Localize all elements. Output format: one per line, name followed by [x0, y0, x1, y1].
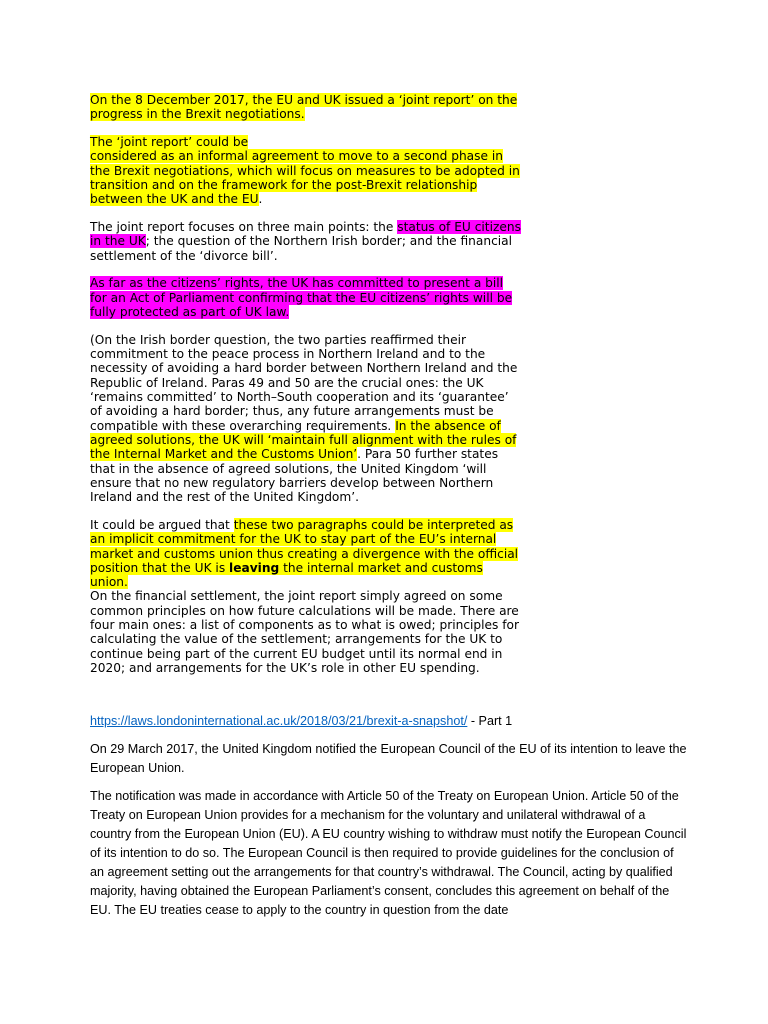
source-link[interactable]: https://laws.londoninternational.ac.uk/2018/03/21/brexit-a-snapshot/ — [90, 714, 468, 728]
highlight-yellow: On the 8 December 2017, the EU and UK issued a ‘joint report’ on the progress in the Brexit negotiations. — [90, 93, 518, 122]
text-run: On the financial settlement, the joint report simply agreed on some common principles on how future calculations will be made. There are four main ones: a list of components as to what is owed; principles for calculating the value of the settlement; arrangements for the UK to continue being part of the current EU budget until its normal end in 2020; and arrangements for the UK’s role in other EU spending. — [90, 589, 520, 675]
joint-report-section — [90, 93, 522, 689]
highlight-yellow-bold: leaving — [229, 560, 280, 575]
highlight-yellow: the internal market and customs union. — [90, 560, 483, 590]
text-run: The joint report focuses on three main points: the — [90, 220, 398, 235]
highlight-yellow: In the absence of agreed solutions, the UK will ‘maintain full alignment with the rules of the Internal Market and the Customs Union’ — [90, 418, 517, 462]
text-run: . — [258, 192, 263, 207]
paragraph-source-link — [90, 712, 690, 731]
link-suffix: - Part 1 — [467, 714, 513, 728]
paragraph-citizens-rights — [90, 276, 522, 319]
text-run: ; the question of the Northern Irish border; and the financial settlement of the ‘divorce bill’. — [90, 234, 513, 263]
paragraph-informal-agreement — [90, 135, 522, 206]
text-run: (On the Irish border question, the two parties reaffirmed their commitment to the peace process in Northern Ireland and to the necessity of avoiding a hard border between Northern Ireland and the Republic of Ireland. Paras 49 and 50 are the crucial ones: the UK ‘remains committed’ to North–South cooperation and its ‘guarantee’ of avoiding a hard border; thus, any future arrangements must be compatible with these overarching requirements. — [90, 332, 518, 433]
text-run: The notification was made in accordance with Article 50 of the Treaty on European Union. Article 50 of the Treaty on European Union provides for a mechanism for the voluntary and unilateral withdrawal of a country from the European Union (EU). A EU country wishing to withdraw must notify the European Council of its intention to do so. The European Council is then required to provide guidelines for the conclusion of an agreement setting out the arrangements for that country’s withdrawal. The Council, acting by qualified majority, having obtained the European Parliament’s consent, concludes this agreement on behalf of the EU. The EU treaties cease to apply to the country in question from the date — [90, 789, 687, 917]
paragraph-joint-report-intro — [90, 93, 522, 122]
text-run: On 29 March 2017, the United Kingdom notified the European Council of the EU of its intention to leave the European Union. — [90, 742, 687, 775]
highlight-yellow: The ‘joint report’ could be — [90, 135, 249, 150]
paragraph-irish-border — [90, 333, 522, 505]
brexit-snapshot-section — [90, 712, 690, 929]
text-run: . Para 50 further states that in the absence of agreed solutions, the United Kingdom ‘will ensure that no new regulatory barriers develop between Northern Ireland and the rest of the United Kingdom’. — [90, 447, 499, 505]
highlight-magenta: As far as the citizens’ rights, the UK has committed to present a bill for an Act of Parliament confirming that the EU citizens’ rights will be fully protected as part of UK law. — [90, 276, 513, 320]
text-run: It could be argued that — [90, 517, 234, 532]
paragraph-notification — [90, 740, 690, 778]
highlight-yellow: considered as an informal agreement to move to a second phase in the Brexit negotiations, which will focus on measures to be adopted in transition and on the framework for the post-Brexit relationship between the UK and the EU — [90, 149, 520, 207]
highlight-magenta: status of EU citizens in the UK — [90, 220, 521, 249]
paragraph-implicit-commitment — [90, 518, 522, 589]
paragraph-three-points — [90, 220, 522, 263]
paragraph-financial-settlement — [90, 589, 522, 675]
paragraph-article-50 — [90, 787, 690, 920]
highlight-yellow: these two paragraphs could be interpreted as an implicit commitment for the UK to stay part of the EU’s internal market and customs union thus creating a divergence with the official position that the UK is — [90, 517, 519, 575]
